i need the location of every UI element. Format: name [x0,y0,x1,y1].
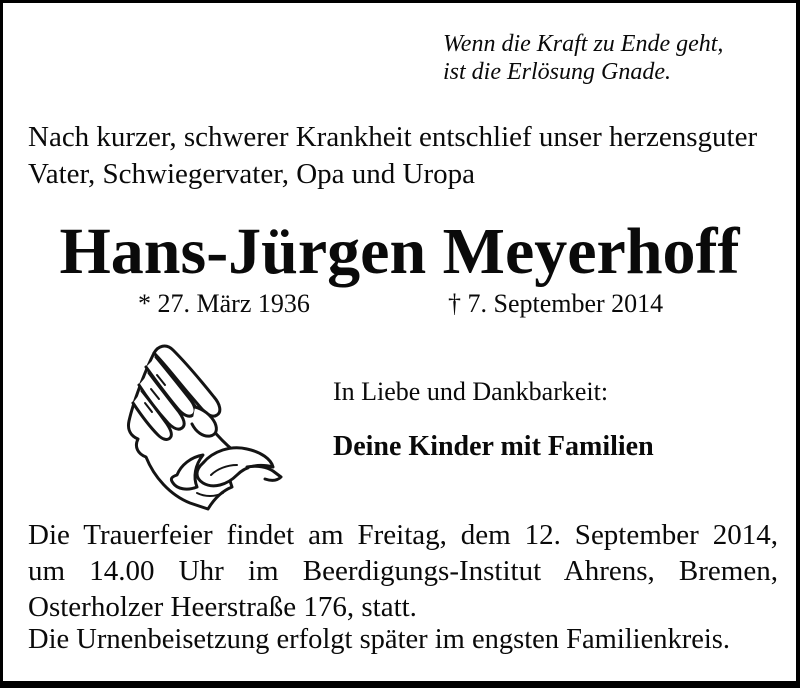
ceremony-line-1: Die Trauerfeier findet am Freitag, dem 12. September 2014, [28,519,778,551]
deceased-name: Hans-Jürgen Meyerhoff [59,215,740,288]
death-date: † 7. September 2014 [448,289,664,318]
quote-line-1: Wenn die Kraft zu Ende geht, [443,31,724,57]
ceremony-line-3: Osterholzer Heerstraße 176, statt. [28,591,417,623]
urn-note: Die Urnenbeisetzung erfolgt später im engsten Familienkreis. [28,624,731,655]
ceremony-line-2: um 14.00 Uhr im Beerdigungs-Institut Ahrens, Bremen, [28,555,778,587]
intro-line-1: Nach kurzer, schwerer Krankheit entschlief unser herzensguter [28,121,758,153]
birth-date: * 27. März 1936 [138,289,310,318]
intro-line-2: Vater, Schwiegervater, Opa und Uropa [28,158,476,190]
praying-hands-icon [105,343,301,513]
condolence-lead: In Liebe und Dankbarkeit: [333,377,609,406]
ceremony-info [28,517,778,625]
family-signature: Deine Kinder mit Familien [333,431,654,462]
quote-line-2: ist die Erlösung Gnade. [443,59,671,85]
quote [443,30,723,86]
intro-text [28,119,783,193]
